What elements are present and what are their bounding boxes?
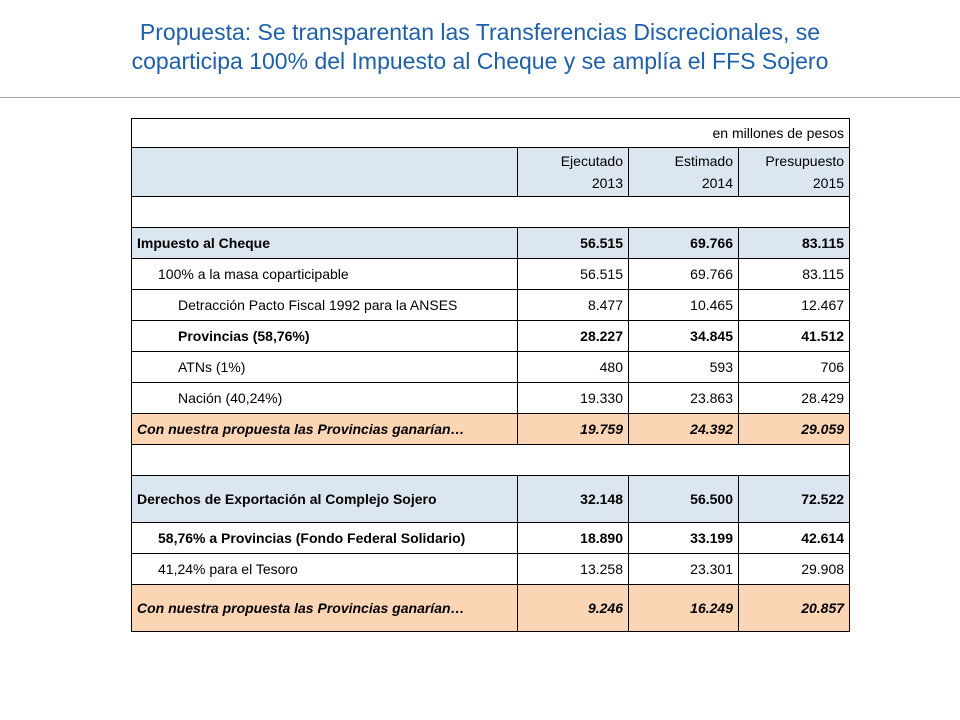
row-label: Impuesto al Cheque [132,228,518,259]
table-row-propuesta-ganancia-cheque [132,414,850,445]
value-2013: 19.759 [518,414,629,445]
value-2015: 42.614 [739,523,850,554]
column-header-2014: Estimado 2014 [629,148,739,197]
row-label: Provincias (58,76%) [132,321,518,352]
value-2014: 10.465 [629,290,739,321]
value-2013: 480 [518,352,629,383]
row-label: Nación (40,24%) [132,383,518,414]
value-2015: 83.115 [739,259,850,290]
value-2015: 83.115 [739,228,850,259]
coparticipation-table [131,118,850,632]
value-2014: 593 [629,352,739,383]
value-2015: 706 [739,352,850,383]
value-2014: 23.863 [629,383,739,414]
value-2013: 28.227 [518,321,629,352]
row-label: Con nuestra propuesta las Provincias ganarían… [132,585,518,632]
value-2015: 20.857 [739,585,850,632]
column-header-2013: Ejecutado 2013 [518,148,629,197]
column-header-2015: Presupuesto 2015 [739,148,850,197]
value-2014: 33.199 [629,523,739,554]
row-label: 58,76% a Provincias (Fondo Federal Solidario) [132,523,518,554]
value-2014: 69.766 [629,228,739,259]
value-2014: 34.845 [629,321,739,352]
units-row [132,119,850,148]
header-blank-cell [132,148,518,197]
table-row-propuesta-ganancia-soja [132,585,850,632]
spacer-row [132,197,850,228]
row-label: 41,24% para el Tesoro [132,554,518,585]
value-2015: 28.429 [739,383,850,414]
row-label: Derechos de Exportación al Complejo Sojero [132,476,518,523]
row-label: 100% a la masa coparticipable [132,259,518,290]
units-label: en millones de pesos [132,119,850,148]
value-2014: 56.500 [629,476,739,523]
value-2015: 41.512 [739,321,850,352]
value-2013: 18.890 [518,523,629,554]
row-label: Detracción Pacto Fiscal 1992 para la ANSES [132,290,518,321]
value-2013: 56.515 [518,228,629,259]
table-row-nacion [132,383,850,414]
slide-title-line-1: Propuesta: Se transparentan las Transferencias Discrecionales, se [139,19,821,45]
spacer-row [132,445,850,476]
value-2014: 16.249 [629,585,739,632]
table-row-tesoro [132,554,850,585]
value-2014: 24.392 [629,414,739,445]
table-row-provincias [132,321,850,352]
table-row-impuesto-cheque [132,228,850,259]
value-2015: 12.467 [739,290,850,321]
row-label: ATNs (1%) [132,352,518,383]
column-header-row [132,148,850,197]
slide-title-line-2: coparticipa 100% del Impuesto al Cheque y se amplía el FFS Sojero [131,48,829,74]
table-row-detraccion-anses [132,290,850,321]
table-row-derechos-exportacion [132,476,850,523]
slide-title [0,18,960,76]
value-2013: 32.148 [518,476,629,523]
value-2014: 69.766 [629,259,739,290]
row-label: Con nuestra propuesta las Provincias ganarían… [132,414,518,445]
value-2014: 23.301 [629,554,739,585]
value-2013: 56.515 [518,259,629,290]
table-row-atns [132,352,850,383]
value-2015: 29.908 [739,554,850,585]
title-divider [0,97,960,98]
value-2015: 29.059 [739,414,850,445]
value-2013: 13.258 [518,554,629,585]
table-row-masa-coparticipable [132,259,850,290]
value-2013: 19.330 [518,383,629,414]
value-2013: 8.477 [518,290,629,321]
value-2013: 9.246 [518,585,629,632]
table-row-fondo-federal-solidario [132,523,850,554]
value-2015: 72.522 [739,476,850,523]
